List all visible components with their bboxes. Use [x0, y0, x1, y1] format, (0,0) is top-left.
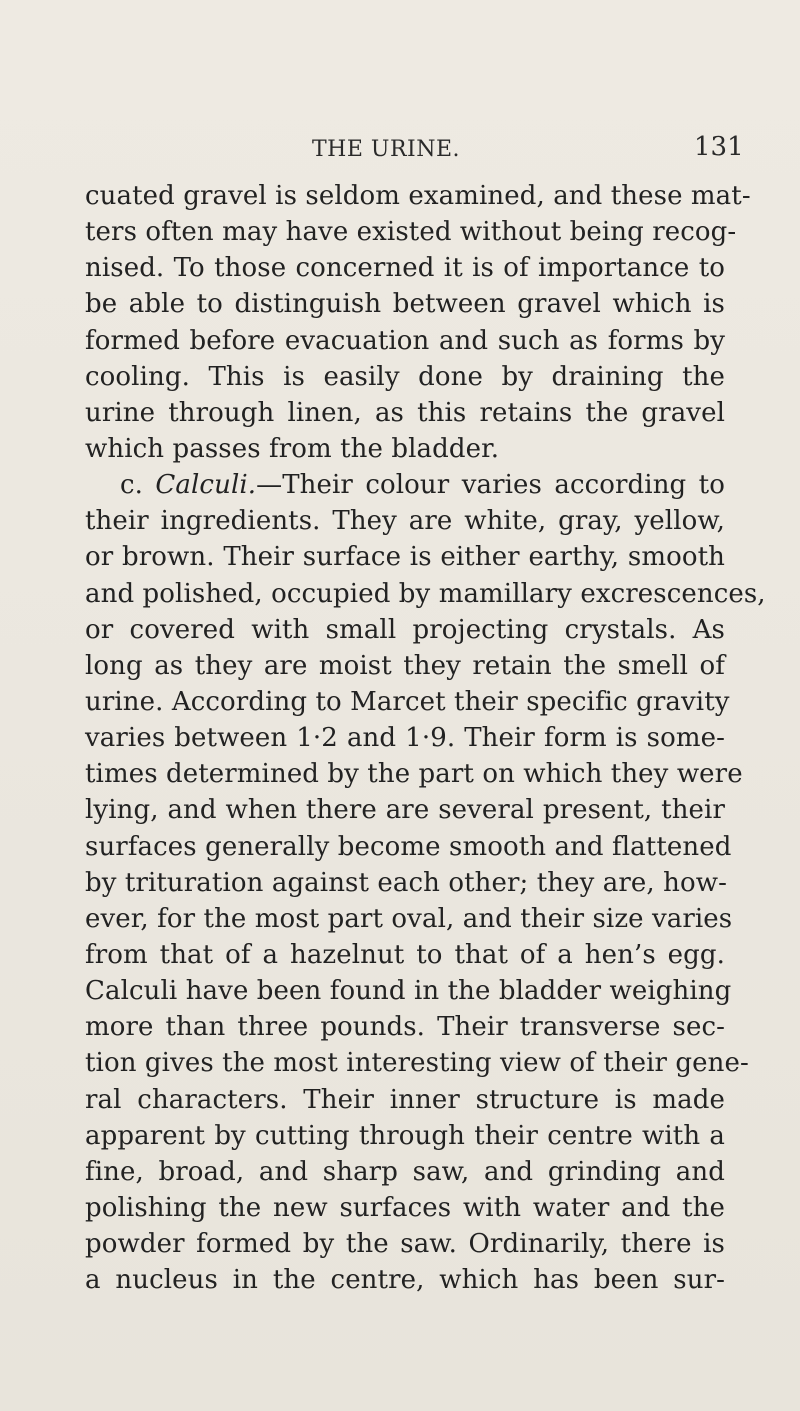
text-line: a nucleus in the centre, which has been sur-	[85, 1265, 725, 1296]
text-line: or brown. Their surface is either earthy, smooth	[85, 542, 725, 573]
text-line: Calculi have been found in the bladder weighing	[85, 976, 732, 1007]
text-line: ral characters. Their inner structure is made	[85, 1084, 725, 1115]
text-line: urine through linen, as this retains the gravel	[85, 397, 725, 428]
text-line: urine. According to Marcet their specific gravity	[85, 686, 730, 717]
section-start-line: c. Calculi.—Their colour varies according to	[120, 470, 725, 501]
text-line: powder formed by the saw. Ordinarily, there is	[85, 1229, 725, 1260]
text-line: surfaces generally become smooth and flattened	[85, 831, 732, 862]
text-line: nised. To those concerned it is of importance to	[85, 253, 725, 284]
text-line: more than three pounds. Their transverse sec-	[85, 1012, 725, 1043]
text-line: long as they are moist they retain the smell of	[85, 650, 725, 681]
text-line: from that of a hazelnut to that of a hen’s egg.	[85, 939, 725, 970]
text-line: varies between 1·2 and 1·9. Their form is some-	[85, 723, 725, 754]
text-line: their ingredients. They are white, gray, yellow,	[85, 506, 725, 537]
text-line: cooling. This is easily done by draining the	[85, 361, 725, 392]
text-line: or covered with small projecting crystals. As	[85, 614, 725, 645]
text-line: by trituration against each other; they are, how-	[85, 867, 727, 898]
text-line: fine, broad, and sharp saw, and grinding and	[85, 1156, 725, 1187]
text-line: polishing the new surfaces with water and the	[85, 1192, 725, 1223]
text-line: cuated gravel is seldom examined, and these mat-	[85, 181, 751, 211]
running-head: THE URINE.	[312, 137, 461, 162]
text-line: ever, for the most part oval, and their size varies	[85, 903, 733, 934]
text-line: ters often may have existed without being recog-	[85, 217, 737, 248]
text-line: be able to distinguish between gravel which is	[85, 289, 725, 320]
section-heading: Calculi.	[155, 470, 257, 501]
text-line: which passes from the bladder.	[85, 433, 500, 464]
text-line: formed before evacuation and such as forms by	[85, 325, 725, 356]
text-line: tion gives the most interesting view of their gene-	[85, 1048, 749, 1079]
text-line: and polished, occupied by mamillary excrescences,	[85, 578, 766, 609]
text-line: apparent by cutting through their centre with a	[85, 1120, 725, 1151]
text-line: times determined by the part on which they were	[85, 759, 743, 790]
page-number: 131	[694, 132, 744, 162]
text-line: lying, and when there are several present, their	[85, 795, 725, 826]
body-text	[85, 178, 766, 1298]
